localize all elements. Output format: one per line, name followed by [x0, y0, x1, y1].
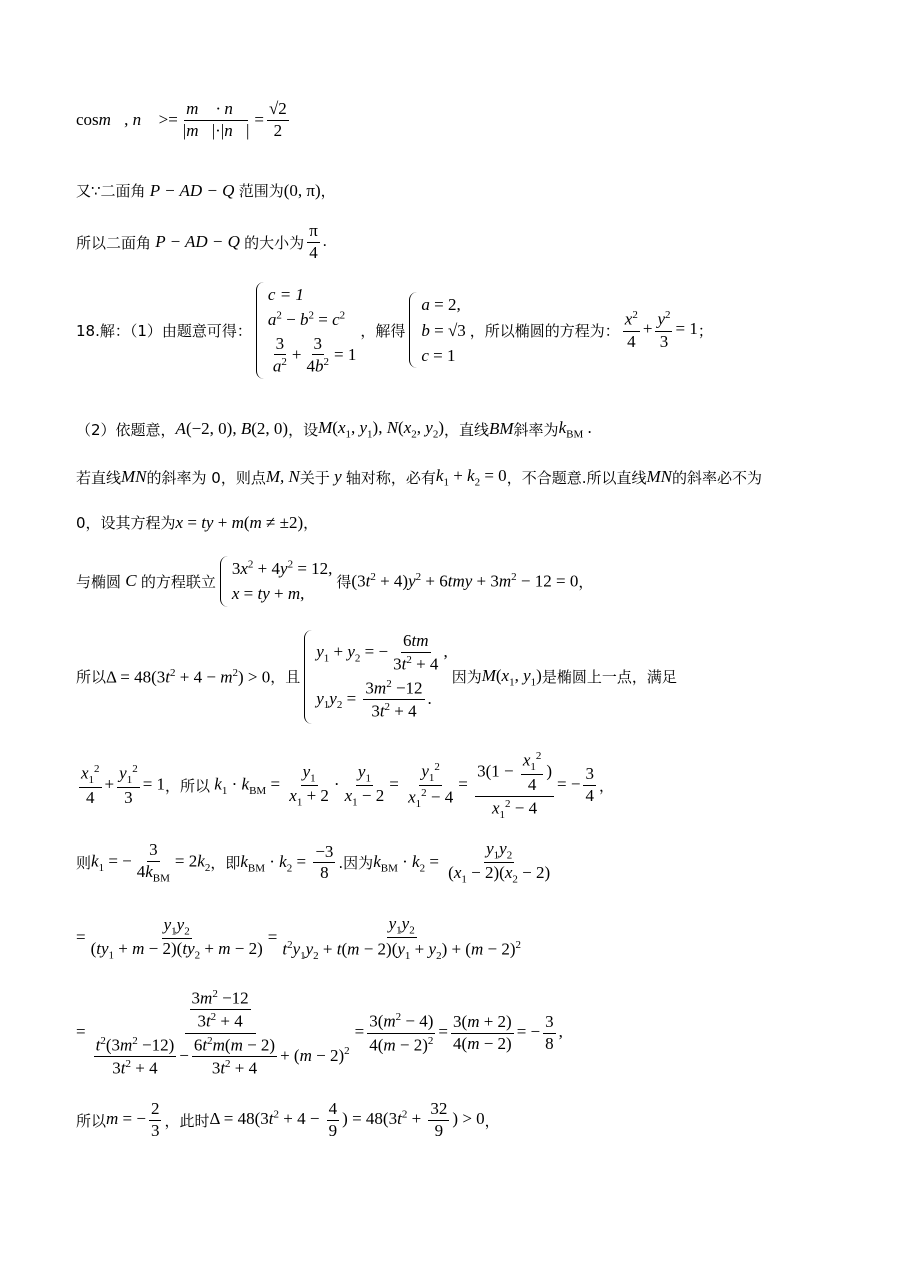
system-4: $y_1 + y_2$ = − $\frac{6tm}{3t^2 + 4}$ , $y_1y_2$ = $\frac{3m^2 -12}{3t^2 + 4}$ . [304, 630, 447, 724]
product-k-line: $\frac{x_1^2}{4}$ + $\frac{y_1^2}{3}$ = 1 ，所以 $k_1 \cdot k_{BM}$ = $\frac{y_1}{x_1 + 2}$ · $\frac{y_1}{x_1 - 2}$ = $\frac{y_1^2}{x_1^2 - 4}$ = 3(1 − $\frac{x_1^2}{4}$ ) $x_1^2 - 4$ = − $\frac{3}{4}$ ， [81, 750, 614, 821]
system-2: a = 2, b = √3 c = 1 [409, 292, 465, 368]
cos-formula-line: cosm⃗, n⃗ >= $\frac{m⃗ \cdot n⃗}{|m⃗|\cdot|n⃗|}$ = $\frac{√2}{2}$ [76, 99, 287, 140]
range-line: 又∵二面角 P − AD − Q 范围为 (0, π) ， [76, 180, 336, 200]
substitute-line: = $\frac{3m^2 -12}{3t^2 + 4}$ $\frac{t^2(3m^2 -12)}{3t^2 + 4}$ − $\frac{6t^2m(m - 2)}{3t^2 + 4}$ + $(m - 2)^2$ = $\frac{3(m^2 - 4)}{4(m - 2)^2}$ = $\frac{3(m + 2)}{4(m - 2)}$ = − $\frac{3}{8}$ , [76, 988, 563, 1078]
system-1: c = 1 $a^2 - b^2 = c^2$ $\frac{3}{a^2}$ + $\frac{3}{4b^2}$ = 1 [256, 282, 356, 379]
slope-zero-line: 若直线 MN 的斜率为 0，则点 M, N 关于 y 轴对称，必有 $k_1 + k_2 = 0$ ，不合题意.所以直线 MN 的斜率必不为 [76, 466, 762, 489]
q18-part2-intro: （2）依题意， A(−2, 0), B(2, 0) ，设 $M(x_1$, $y_1$), $N(x_2$, $y_2$) ，直线 BM 斜率为 $k_{BM}$ . [76, 418, 592, 441]
angle-size-line: 所以二面角 P − AD − Q 的大小为 $\frac{\pi}{4}$ . [76, 221, 327, 262]
k1-relation-line: 则 $k_1$ = − $\frac{3}{4k_{BM}}$ = $2k_2$ ，即 $k_{BM} \cdot k_2$ = $\frac{-3}{8}$ .因为 $k_{BM} \cdot k_2$ = $\frac{y_1y_2}{(x_1 - 2)(x_2 - 2)}$ [76, 839, 551, 886]
system-3: $3x^2 + 4y^2 = 12$, x = ty + m, [220, 556, 333, 607]
q18-part1: 18.解：（1）由题意可得： c = 1 $a^2 - b^2 = c^2$ $\frac{3}{a^2}$ + $\frac{3}{4b^2}$ = 1 ，解得 a = 2, b = √3 c = 1 ，所以椭圆的方程为： $\frac{x^2}{4}$ + $\frac{y^2}{3}$ = 1 ； [76, 282, 713, 379]
dot-frac: $\frac{m⃗ \cdot n⃗}{|m⃗|\cdot|n⃗|}$ [182, 99, 250, 140]
line-equation: 0，设其方程为 x = ty + m(m ≠ ±2) ， [76, 512, 319, 532]
m-value-line: 所以 m = − $\frac{2}{3}$ ，此时 $\Delta = 48(3t^2 + 4$ − $\frac{4}{9}$ ) = $48(3t^2$ + $\frac{32}{9}$ ) > 0 ， [76, 1099, 500, 1140]
vieta-line: 所以 $\Delta = 48(3t^2 + 4 - m^2) > 0$ ，且 $y_1 + y_2$ = − $\frac{6tm}{3t^2 + 4}$ , $y_1y_2$ = $\frac{3m^2 -12}{3t^2 + 4}$ . 因为 $M(x_1$, $y_1$) 是椭圆上一点，满足 [76, 630, 677, 724]
pi-over-4: $\frac{\pi}{4}$ [309, 221, 318, 262]
cos-expr: cosm⃗, n⃗ >= [76, 110, 178, 130]
simultaneous-line: 与椭圆 C 的方程联立 $3x^2 + 4y^2 = 12$, x = ty + m, 得 $(3t^2 + 4)y^2 + 6tmy + 3m^2 - 12 = 0$ ， [76, 556, 593, 607]
sqrt2-frac: $\frac{√2}{2}$ [268, 99, 287, 140]
expand-line: = $\frac{y_1y_2}{(ty_1 + m - 2)(ty_2 + m - 2)}$ = $\frac{y_1y_2}{t^2y_1y_2 + t(m - 2)(y_1 + y_2) + (m - 2)^2}$ [76, 914, 522, 963]
